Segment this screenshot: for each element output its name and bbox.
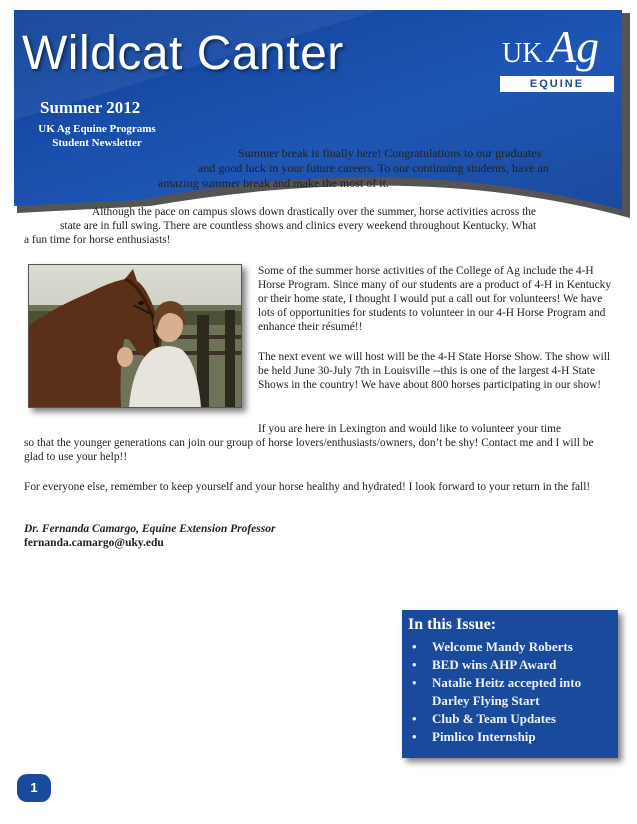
paragraph-3: The next event we will host will be the 4-H State Horse Show. The show will be held June 30-July 7th in Louisville --this is one of the largest 4-H State Shows in the country! We have about 800 horses participating in our show! — [258, 351, 611, 391]
page-number-badge: 1 — [17, 774, 51, 802]
horse-and-professor-photo — [28, 264, 242, 408]
paragraph-5: For everyone else, remember to keep yourself and your horse healthy and hydrated! I look forward to your return in the fall! — [24, 481, 591, 493]
issue-item-pimlico-internship[interactable]: • Pimlico Internship — [408, 728, 618, 746]
in-this-issue-heading: In this Issue: — [408, 616, 497, 633]
newsletter-title: Wildcat Canter — [22, 27, 344, 80]
paragraph-1-line-3: a fun time for horse enthusiasts! — [24, 234, 171, 246]
issue-item-natalie-heitz[interactable]: • Natalie Heitz accepted into Darley Flying Start — [408, 674, 618, 710]
issue-item-club-team-updates[interactable]: • Club & Team Updates — [408, 710, 618, 728]
paragraph-2: Some of the summer horse activities of the College of Ag include the 4-H Horse Program. Since many of our students are a product of 4-H in Kentucky or their home state, I thought I would put a call out for volunteers! We have lots of opportunities for students to volunteer in our 4-H Horse Program and enhance their résumé!! — [258, 265, 612, 333]
author-name: Dr. Fernanda Camargo, Equine Extension Professor — [24, 523, 276, 535]
logo-ag-text: Ag — [548, 21, 600, 72]
program-name — [22, 122, 172, 150]
issue-date: Summer 2012 — [40, 98, 141, 117]
intro-line-1: Summer break is finally here! Congratulations to our graduates — [238, 146, 542, 160]
intro-line-3: amazing summer break and make the most of it. — [158, 176, 389, 190]
in-this-issue-box — [402, 610, 618, 758]
author-email[interactable]: fernanda.camargo@uky.edu — [24, 537, 164, 549]
uk-ag-equine-logo — [496, 21, 618, 90]
issue-item-welcome-mandy-roberts[interactable]: • Welcome Mandy Roberts — [408, 638, 618, 656]
paragraph-4-rest: so that the younger generations can join our group of horse lovers/enthusiasts/owners, don’t be shy! Contact me and I will be glad to use your help!! — [24, 437, 594, 463]
program-line-2: Student Newsletter — [52, 137, 142, 149]
masthead — [0, 0, 637, 230]
logo-uk-text: UK — [502, 38, 543, 69]
intro-line-2: and good luck in your future careers. To our continuing students, have an — [198, 161, 549, 175]
program-line-1: UK Ag Equine Programs — [38, 123, 156, 135]
logo-equine-bar: EQUINE — [500, 76, 614, 92]
paragraph-1-line-2: state are in full swing. There are countless shows and clinics every weekend throughout Kentucky. What — [60, 220, 537, 232]
paragraph-4-line-1: If you are here in Lexington and would like to volunteer your time — [258, 423, 562, 435]
issue-item-bed-ahp-award[interactable]: • BED wins AHP Award — [408, 656, 618, 674]
in-this-issue-list — [402, 638, 618, 746]
paragraph-1-line-1: Although the pace on campus slows down drastically over the summer, horse activities across the — [92, 206, 536, 218]
